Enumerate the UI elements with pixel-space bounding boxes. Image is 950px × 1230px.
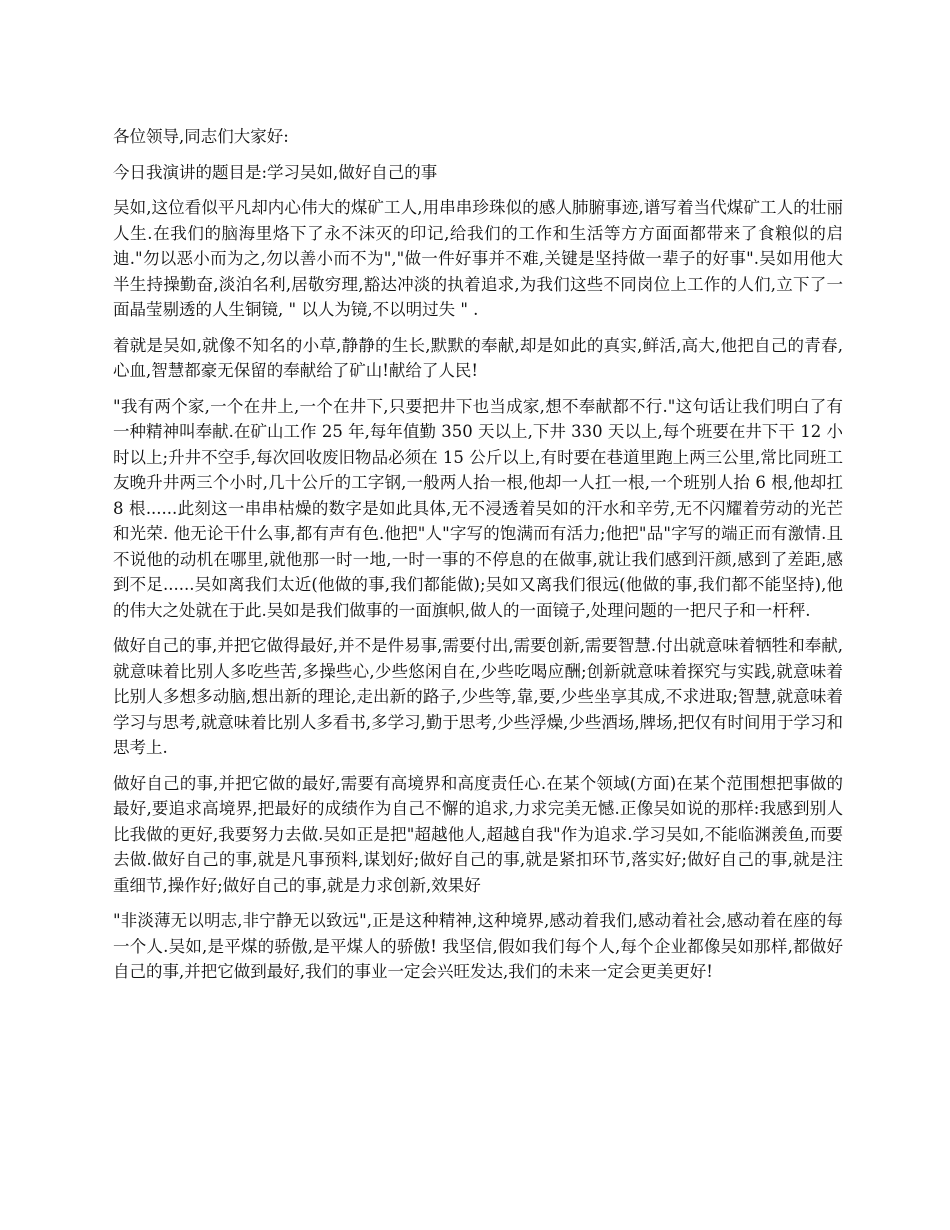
paragraph: 做好自己的事,并把它做的最好,需要有高境界和高度责任心.在某个领域(方面)在某个范围想把事做的最好,要追求高境界,把最好的成绩作为自己不懈的追求,力求完美无憾.正像吴如说的那样:我感到别人比我做的更好,我要努力去做.吴如正是把"超越他人,超越自我"作为追求.学习吴如,不能临渊羡鱼,而要去做.做好自己的事,就是凡事预料,谋划好;做好自己的事,就是紧扣环节,落实好;做好自己的事,就是注重细节,操作好;做好自己的事,就是力求创新,效果好: [113, 773, 843, 895]
paragraph: "我有两个家,一个在井上,一个在井下,只要把井下也当成家,想不奉献都不行."这句话让我们明白了有一种精神叫奉献.在矿山工作 25 年,每年值勤 350 天以上,下井 330 天以上,每个班要在井下干 12 小时以上;升井不空手,每次回收废旧物品必须在 15 公斤以上,有时要在巷道里跑上两三公里,常比同班工友晚升井两三个小时,几十公斤的工字钢,一般两人抬一根,他却一人扛一根,一个班别人抬 6 根,他却扛 8 根......此刻这一串串枯燥的数字是如此具体,无不浸透着吴如的汗水和辛劳,无不闪耀着劳动的光芒和光荣. 他无论干什么事,都有声有色.他把"人"字写的饱满而有活力;他把"品"字写的端正而有激情.且不说他的动机在哪里,就他那一时一地,一时一事的不停息的在做事,就让我们感到汗颜,感到了差距,感到不足......吴如离我们太近(他做的事,我们都能做);吴如又离我们很远(他做的事,我们都不能坚持),他的伟大之处就在于此.吴如是我们做事的一面旗帜,做人的一面镜子,处理问题的一把尺子和一杆秤.: [113, 396, 843, 620]
paragraph: 吴如,这位看似平凡却内心伟大的煤矿工人,用串串珍珠似的感人肺腑事迹,谱写着当代煤矿工人的壮丽人生.在我们的脑海里烙下了永不沫灭的印记,给我们的工作和生活等方方面面都带来了食粮似的启迪."勿以恶小而为之,勿以善小而不为","做一件好事并不难,关键是坚持做一辈子的好事".吴如用他大半生持操勤奋,淡泊名利,居敬穷理,豁达冲淡的执着追求,为我们这些不同岗位上工作的人们,立下了一面晶莹剔透的人生铜镜, " 以人为镜,不以明过失 " .: [113, 198, 843, 319]
paragraph: 着就是吴如,就像不知名的小草,静静的生长,默默的奉献,却是如此的真实,鲜活,高大,他把自己的青春,心血,智慧都豪无保留的奉献给了矿山!献给了人民!: [113, 335, 843, 380]
paragraph: "非淡薄无以明志,非宁静无以致远",正是这种精神,这种境界,感动着我们,感动着社会,感动着在座的每一个人.吴如,是平煤的骄傲,是平煤人的骄傲! 我坚信,假如我们每个人,每个企业都像吴如那样,都做好自己的事,并把它做到最好,我们的事业一定会兴旺发达,我们的未来一定会更美更好!: [113, 911, 843, 981]
topic-line: 今日我演讲的题目是:学习吴如,做好自己的事: [113, 162, 438, 182]
document-body: [113, 124, 843, 995]
greeting-line: 各位领导,同志们大家好:: [113, 127, 289, 146]
paragraph: 做好自己的事,并把它做得最好,并不是件易事,需要付出,需要创新,需要智慧.付出就意味着牺牲和奉献,就意味着比别人多吃些苦,多操些心,少些悠闲自在,少些吃喝应酬;创新就意味着探究与实践,就意味着比别人多想多动脑,想出新的理论,走出新的路子,少些等,靠,要,少些坐享其成,不求进取;智慧,就意味着学习与思考,就意味着比别人多看书,多学习,勤于思考,少些浮燥,少些酒场,牌场,把仅有时间用于学习和思考上.: [113, 636, 843, 757]
